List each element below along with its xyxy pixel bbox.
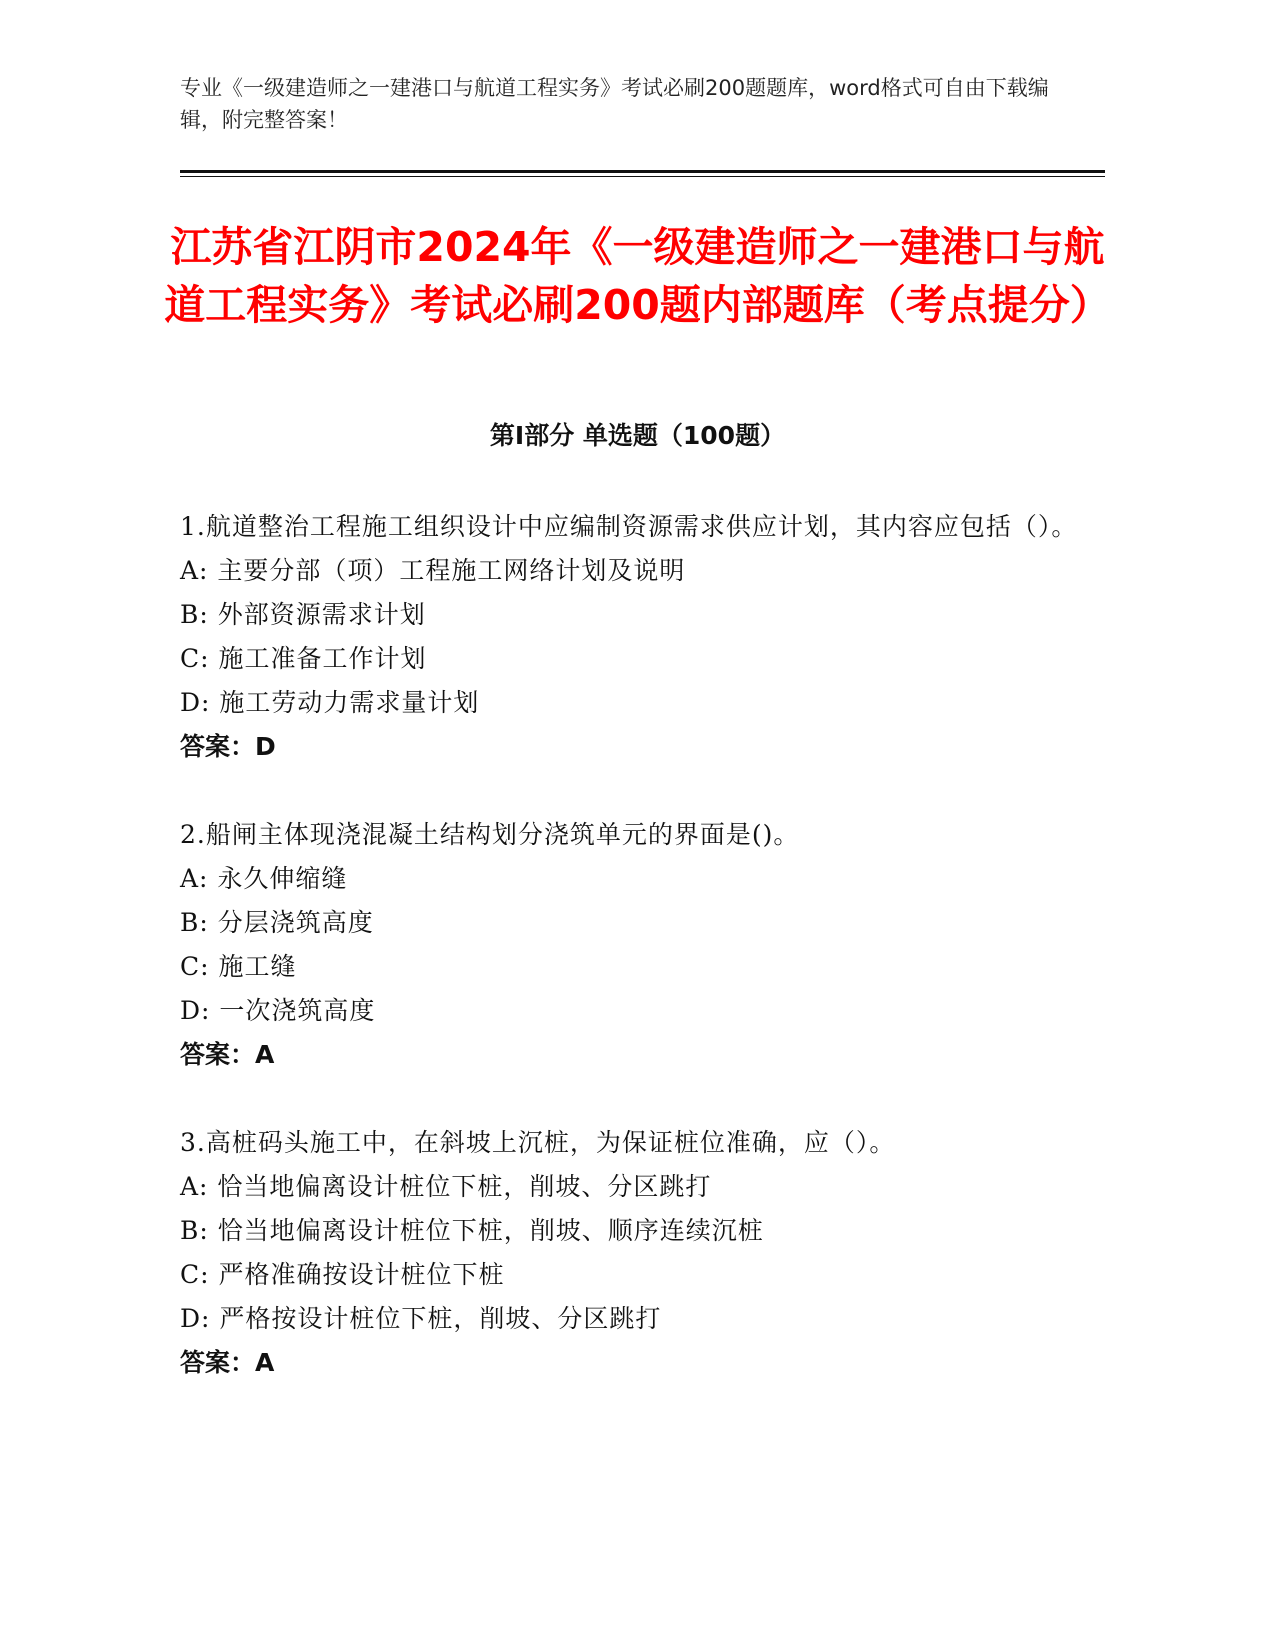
option-a: A: 永久伸缩缝	[180, 864, 348, 893]
header-note: 专业《一级建造师之一建港口与航道工程实务》考试必刷200题题库，word格式可自由下载编辑，附完整答案！	[180, 76, 1049, 132]
question-stem: 3.高桩码头施工中，在斜坡上沉桩，为保证桩位准确，应（）。	[180, 1128, 896, 1157]
answer-line: 答案：A	[180, 1040, 275, 1069]
option-c: C: 施工缝	[180, 952, 297, 981]
option-c: C: 施工准备工作计划	[180, 644, 427, 673]
option-a: A: 主要分部（项）工程施工网络计划及说明	[180, 556, 686, 585]
question-list	[180, 505, 1090, 1429]
question-item	[180, 1121, 1090, 1385]
option-b: B: 分层浇筑高度	[180, 908, 374, 937]
option-b: B: 恰当地偏离设计桩位下桩，削坡、顺序连续沉桩	[180, 1216, 764, 1245]
option-d: D: 一次浇筑高度	[180, 996, 376, 1025]
option-d: D: 严格按设计桩位下桩，削坡、分区跳打	[180, 1304, 662, 1333]
header-divider-thick	[180, 170, 1105, 173]
document-title: 江苏省江阴市2024年《一级建造师之一建港口与航道工程实务》考试必刷200题内部题库（考点提分）	[164, 223, 1111, 329]
section-title: 第I部分 单选题（100题）	[489, 421, 786, 450]
answer-line: 答案：D	[180, 732, 276, 761]
option-d: D: 施工劳动力需求量计划	[180, 688, 480, 717]
question-stem: 2.船闸主体现浇混凝土结构划分浇筑单元的界面是()。	[180, 820, 800, 849]
option-c: C: 严格准确按设计桩位下桩	[180, 1260, 505, 1289]
question-item	[180, 505, 1090, 769]
option-b: B: 外部资源需求计划	[180, 600, 426, 629]
answer-line: 答案：A	[180, 1348, 275, 1377]
question-stem: 1.航道整治工程施工组织设计中应编制资源需求供应计划，其内容应包括（）。	[180, 512, 1078, 541]
header-divider-thin	[180, 176, 1105, 177]
option-a: A: 恰当地偏离设计桩位下桩，削坡、分区跳打	[180, 1172, 712, 1201]
question-item	[180, 813, 1090, 1077]
